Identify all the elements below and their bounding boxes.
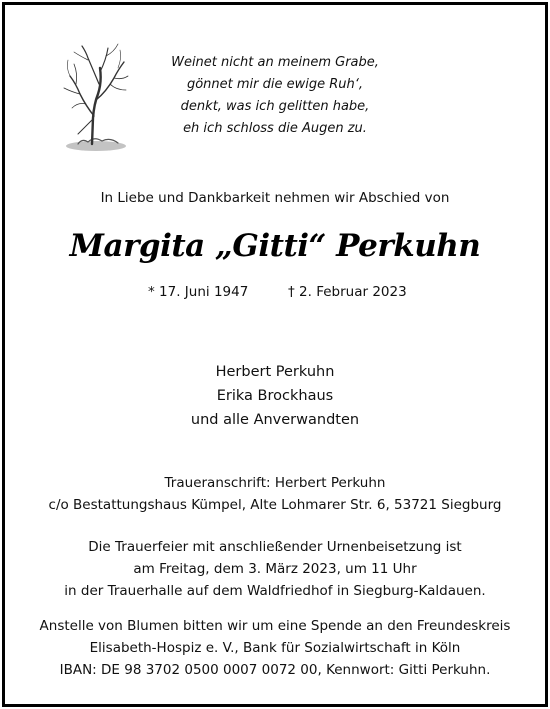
donation-block — [0, 615, 550, 681]
birth-date: * 17. Juni 1947 — [148, 284, 249, 300]
tree-illustration — [58, 38, 133, 156]
donation-line: IBAN: DE 98 3702 0500 0007 0072 00, Kennwort: Gitti Perkuhn. — [59, 662, 491, 678]
mourner: Erika Brockhaus — [216, 388, 334, 404]
address-line: c/o Bestattungshaus Kümpel, Alte Lohmarer Str. 6, 53721 Siegburg — [48, 497, 502, 513]
address-block — [0, 472, 550, 516]
ceremony-block — [0, 536, 550, 602]
intro-text: In Liebe und Dankbarkeit nehmen wir Abschied von — [100, 190, 450, 206]
death-date: † 2. Februar 2023 — [288, 284, 407, 300]
ceremony-line: am Freitag, dem 3. März 2023, um 11 Uhr — [133, 561, 417, 577]
donation-line: Elisabeth-Hospiz e. V., Bank für Sozialwirtschaft in Köln — [89, 640, 461, 656]
ceremony-line: in der Trauerhalle auf dem Waldfriedhof in Siegburg-Kaldauen. — [64, 583, 486, 599]
deceased-name: Margita „Gitti“ Perkuhn — [69, 228, 481, 264]
poem-line: denkt, was ich gelitten habe, — [180, 99, 370, 114]
poem-line: Weinet nicht an meinem Grabe, — [171, 55, 379, 70]
ceremony-line: Die Trauerfeier mit anschließender Urnenbeisetzung ist — [88, 539, 462, 555]
mourners-list — [0, 360, 550, 432]
poem-line: eh ich schloss die Augen zu. — [183, 121, 367, 136]
address-line: Traueranschrift: Herbert Perkuhn — [164, 475, 386, 491]
mourner: Herbert Perkuhn — [215, 364, 335, 380]
donation-line: Anstelle von Blumen bitten wir um eine Spende an den Freundeskreis — [39, 618, 511, 634]
poem — [140, 52, 410, 140]
mourner: und alle Anverwandten — [190, 412, 360, 428]
poem-line: gönnet mir die ewige Ruh‘, — [186, 77, 364, 92]
